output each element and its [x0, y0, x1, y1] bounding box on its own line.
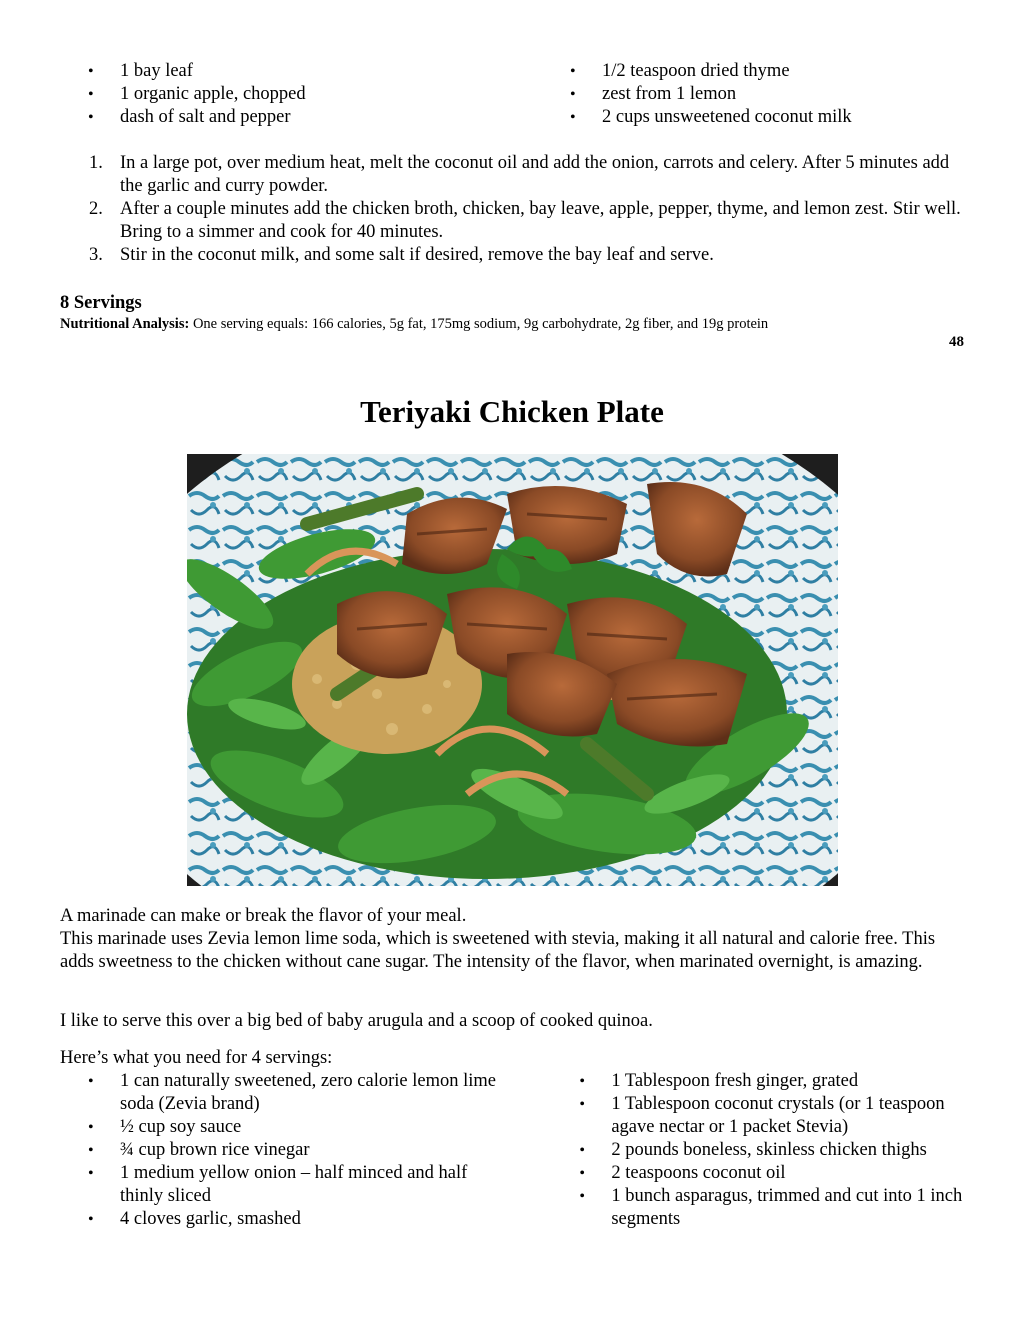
top-ingredient-list-right [542, 60, 964, 129]
page-number: 48 [949, 334, 964, 350]
list-item: • ½ cup soy sauce [60, 1116, 531, 1139]
step-number: 3. [89, 245, 103, 265]
list-item: • 1 bunch asparagus, trimmed and cut into 1 inch segments [551, 1185, 964, 1231]
top-ingredient-list-left [60, 60, 542, 129]
step-item [60, 244, 964, 267]
ingredient-list-right [551, 1070, 964, 1231]
ingredient-list-left [60, 1070, 551, 1231]
step-item [60, 152, 964, 198]
list-item: • 2 cups unsweetened coconut milk [542, 106, 964, 129]
serving-suggestion-paragraph: I like to serve this over a big bed of baby arugula and a scoop of cooked quinoa. [60, 1011, 653, 1031]
top-ingredient-lists [60, 60, 964, 129]
step-text: Stir in the coconut milk, and some salt if desired, remove the bay leaf and serve. [120, 245, 714, 265]
nutritional-analysis [60, 314, 768, 334]
step-text: In a large pot, over medium heat, melt the coconut oil and add the onion, carrots and celery. After 5 minutes add the garlic and curry powder. [120, 153, 950, 196]
nutrition-label: Nutritional Analysis: [60, 316, 190, 332]
step-number: 2. [89, 199, 103, 219]
list-item: • 1/2 teaspoon dried thyme [542, 60, 964, 83]
list-item: • 2 teaspoons coconut oil [551, 1162, 964, 1185]
list-item: • 1 bay leaf [60, 60, 542, 83]
ingredients-intro: Here’s what you need for 4 servings: [60, 1048, 333, 1068]
step-number: 1. [89, 153, 103, 173]
list-item: • dash of salt and pepper [60, 106, 542, 129]
list-item: • zest from 1 lemon [542, 83, 964, 106]
list-item: • 1 organic apple, chopped [60, 83, 542, 106]
step-item [60, 198, 964, 244]
intro-paragraph: A marinade can make or break the flavor of your meal. [60, 906, 467, 926]
servings-heading: 8 Servings [60, 293, 142, 313]
list-item: • 1 can naturally sweetened, zero calorie lemon lime soda (Zevia brand) [60, 1070, 531, 1116]
list-item: • 4 cloves garlic, smashed [60, 1208, 531, 1231]
marinade-paragraph: This marinade uses Zevia lemon lime soda, which is sweetened with stevia, making it all natural and calorie free. This adds sweetness to the chicken without cane sugar. The intensity of the flavor, when marinated overnight, is amazing. [60, 929, 936, 972]
step-text: After a couple minutes add the chicken broth, chicken, bay leave, apple, pepper, thyme, and lemon zest. Stir well. Bring to a simmer and cook for 40 minutes. [120, 199, 961, 242]
list-item: • 1 Tablespoon fresh ginger, grated [551, 1070, 964, 1093]
list-item: • ¾ cup brown rice vinegar [60, 1139, 531, 1162]
ingredient-lists [60, 1070, 964, 1231]
list-item: • 2 pounds boneless, skinless chicken thighs [551, 1139, 964, 1162]
recipe-title: Teriyaki Chicken Plate [360, 394, 664, 429]
teriyaki-chicken-photo [187, 454, 838, 886]
list-item: • 1 medium yellow onion – half minced and half thinly sliced [60, 1162, 531, 1208]
instruction-steps [60, 152, 964, 267]
nutrition-text: One serving equals: 166 calories, 5g fat, 175mg sodium, 9g carbohydrate, 2g fiber, and 19g protein [189, 316, 769, 332]
list-item: • 1 Tablespoon coconut crystals (or 1 teaspoon agave nectar or 1 packet Stevia) [551, 1093, 964, 1139]
